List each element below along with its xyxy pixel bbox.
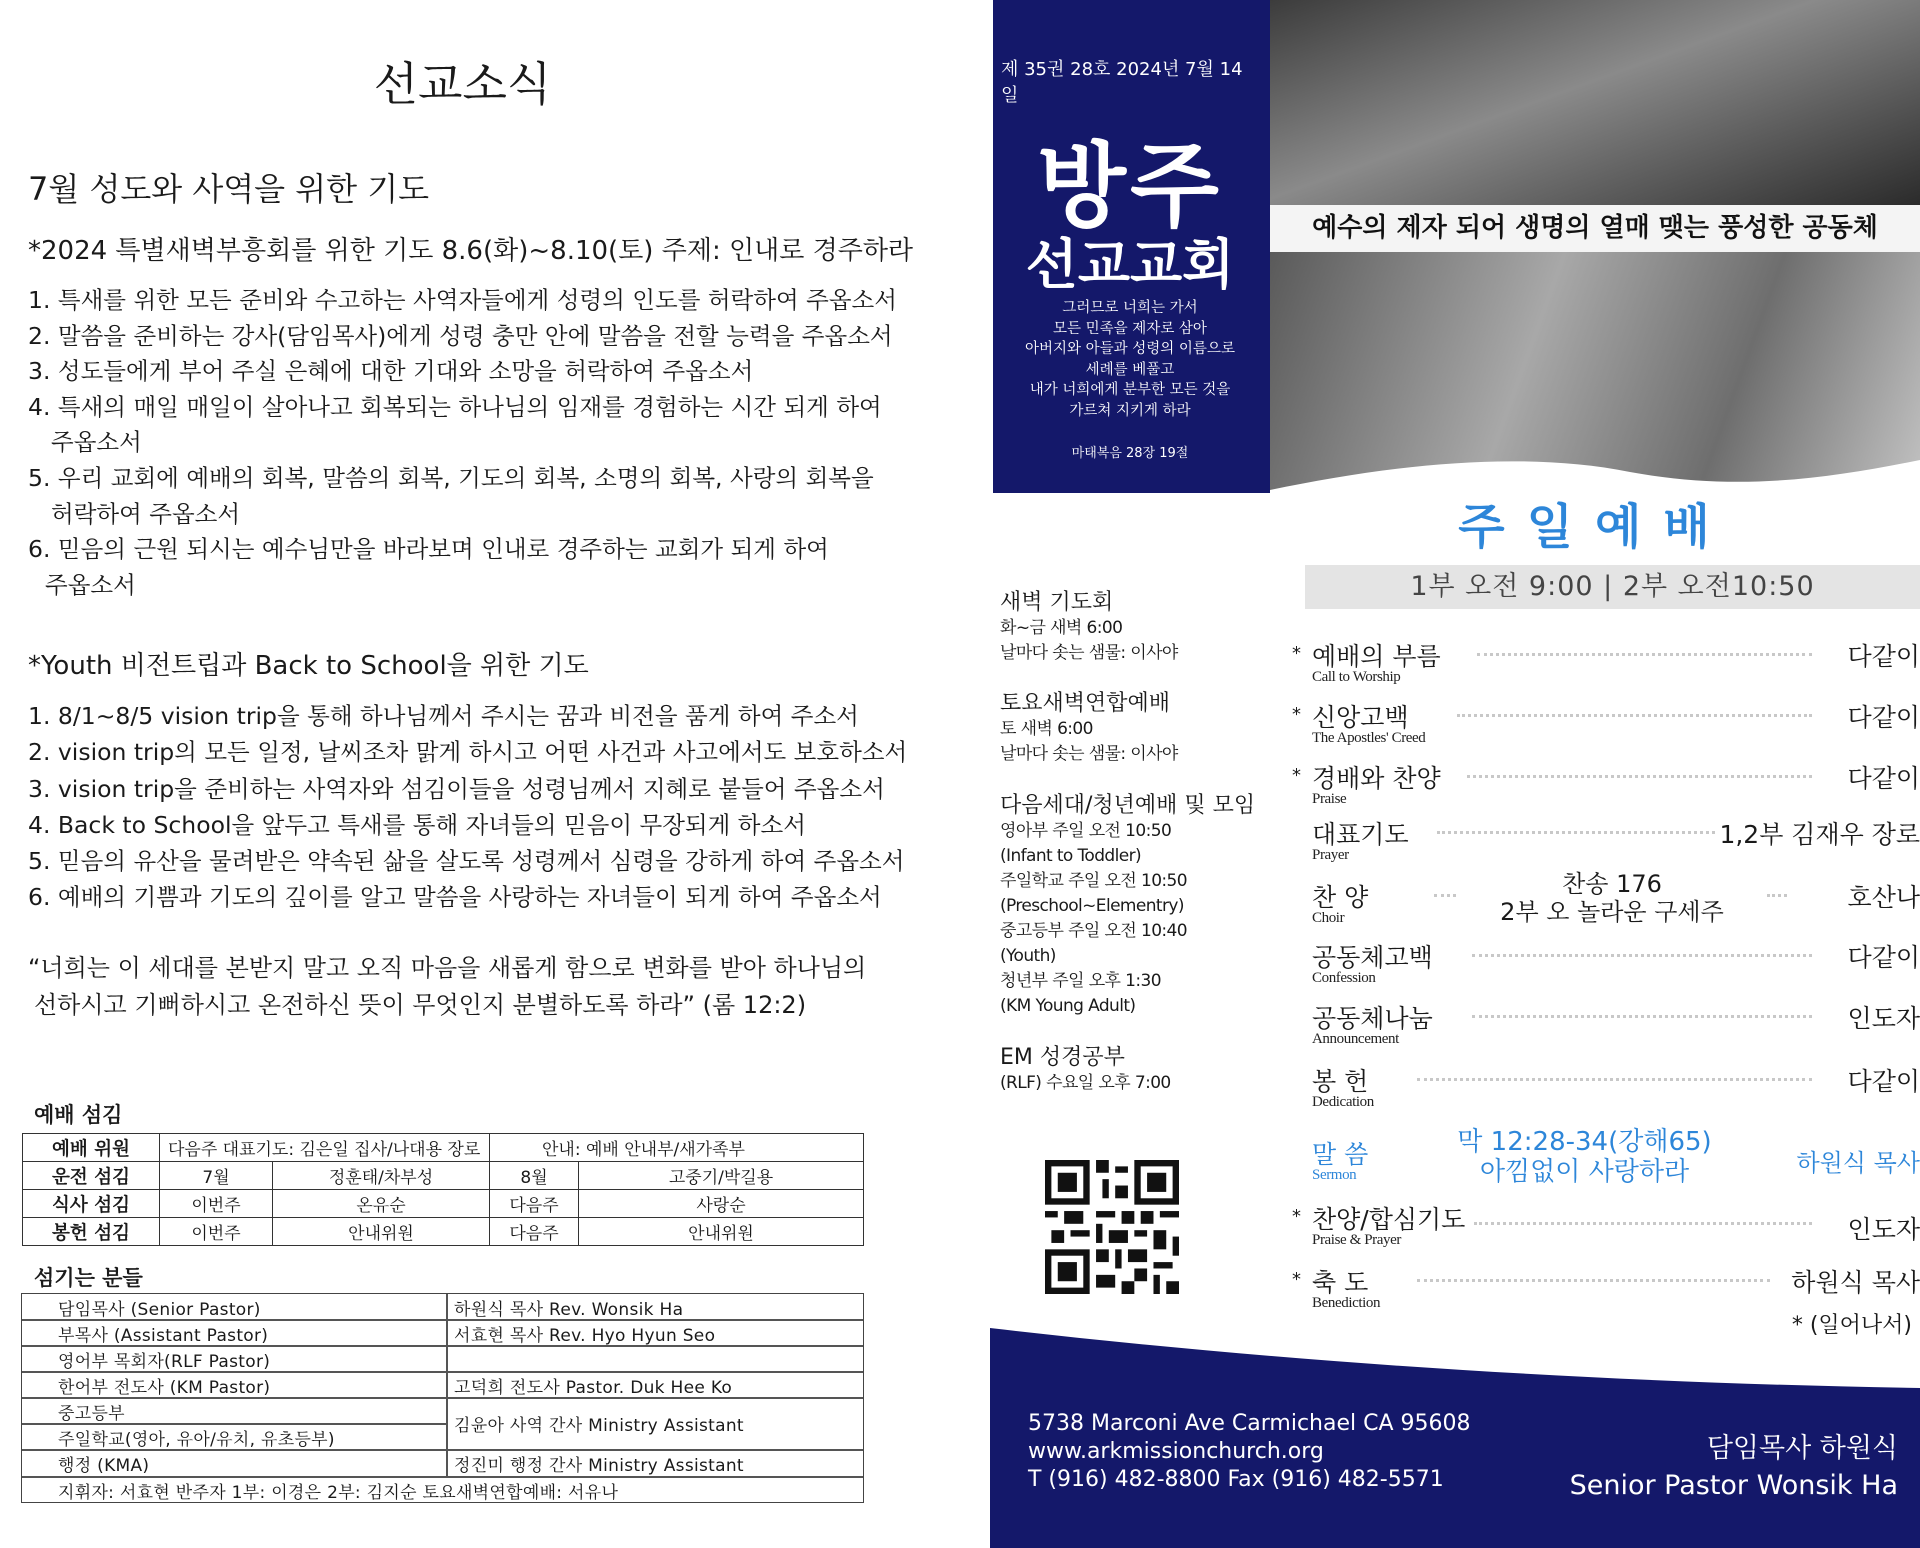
- scripture-reference: 마태복음 28장 19절: [1071, 446, 1189, 461]
- servers-footer: 지휘자: 서효현 반주자 1부: 이경은 2부: 김지순 토요새벽연합예배: 서유나: [58, 1483, 619, 1503]
- list-item: 3. vision trip을 준비하는 사역자와 섬김이들을 성령님께서 지혜로 붙들어 주옵소서: [28, 774, 885, 803]
- worship-service-table: [22, 1133, 864, 1246]
- schedule-block: EM 성경공부 (RLF) 수요일 오후 7:00: [1000, 1040, 1260, 1096]
- list-item: 6. 예배의 기쁨과 기도의 깊이를 알고 말씀을 사랑하는 자녀들이 되게 하여 주옵소서: [28, 883, 882, 912]
- schedule-title: 새벽 기도회: [1000, 590, 1114, 615]
- table-row: 운전 섬김 7월 정훈태/차부성 8월 고중기/박길용: [23, 1162, 864, 1190]
- list-item: 6. 믿음의 근원 되시는 예수님만을 바라보며 인내로 경주하는 교회가 되게 하여: [28, 535, 829, 564]
- servers-table: [21, 1293, 864, 1503]
- list-item: 5. 믿음의 유산을 물려받은 약속된 삶을 살도록 성령께서 심령을 강하게 하여 주옵소서: [28, 847, 905, 876]
- cover-scripture: 그러므로 너희는 가서 모든 민족을 제자로 삼아 아버지와 아들과 성령의 이름으로 세례를 베풀고 내가 너희에게 분부한 모든 것을 가르쳐 지키게 하라: [1025, 300, 1235, 419]
- stand-note: * (일어나서): [1791, 1313, 1912, 1338]
- schedule-title: 다음세대/청년예배 및 모임: [1000, 793, 1256, 818]
- section1-title: *2024 특별새벽부흥회를 위한 기도 8.6(화)~8.10(토) 주제: 인내로 경주하라: [28, 236, 914, 266]
- server-role: 담임목사 (Senior Pastor): [58, 1300, 261, 1320]
- server-role: 주일학교(영아, 유아/유치, 유초등부): [58, 1430, 335, 1450]
- church-name-line1: 방주: [1037, 133, 1223, 240]
- server-name: 김윤아 사역 간사 Ministry Assistant: [454, 1416, 744, 1436]
- server-role: 한어부 전도사 (KM Pastor): [58, 1378, 271, 1398]
- server-name: 서효현 목사 Rev. Hyo Hyun Seo: [454, 1326, 716, 1346]
- schedule-block: 토요새벽연합예배 토 새벽 6:00 날마다 솟는 샘물: 이사야: [1000, 686, 1260, 767]
- page-title: 선교소식: [373, 57, 552, 111]
- website-link[interactable]: www.arkmissionchurch.org: [1028, 1439, 1324, 1464]
- vision-statement: 예수의 제자 되어 생명의 열매 맺는 풍성한 공동체: [1270, 205, 1920, 252]
- church-contact: [1028, 1410, 1471, 1494]
- sermon-info: 막 12:28-34(강해65) 아낌없이 사랑하라: [1457, 1127, 1712, 1187]
- prayer-heading: 7월 성도와 사역을 위한 기도: [28, 170, 430, 208]
- pastor-preaching-photo: [1270, 0, 1920, 205]
- list-item: 4. 특새의 매일 매일이 살아나고 회복되는 하나님의 임재를 경험하는 시간 되게 하여: [28, 392, 882, 421]
- server-name: 고덕희 전도사 Pastor. Duk Hee Ko: [454, 1378, 733, 1398]
- server-name: 하원식 목사 Rev. Wonsik Ha: [454, 1300, 684, 1320]
- list-item: 주옵소서: [51, 428, 142, 457]
- qr-code-icon: [1045, 1160, 1179, 1294]
- schedule-title: EM 성경공부: [1000, 1045, 1125, 1070]
- list-item: 2. 말씀을 준비하는 강사(담임목사)에게 성령 충만 안에 말씀을 전할 능력을 주옵소서: [28, 321, 893, 350]
- phone-fax: T (916) 482-8800 Fax (916) 482-5571: [1028, 1467, 1444, 1492]
- schedule-block: 다음세대/청년예배 및 모임 영아부 주일 오전 10:50 (Infant to Toddler) 주일학교 주일 오전 10:50 (Preschool~Elementry) 중고등부 주일 오전 10:40 (Youth) 청년부 주일 오후 1:30 (KM Young Adult): [1000, 788, 1260, 1019]
- issue-info: 제 35권 28호 2024년 7월 14일: [1001, 59, 1243, 106]
- list-item: 1. 특새를 위한 모든 준비와 수고하는 사역자들에게 성령의 인도를 허락하여 주옵소서: [28, 286, 897, 314]
- service-times: 1부 오전 9:00 | 2부 오전10:50: [1305, 565, 1920, 609]
- list-item: 주옵소서: [45, 570, 136, 599]
- server-name: 정진미 행정 간사 Ministry Assistant: [454, 1456, 744, 1476]
- address: 5738 Marconi Ave Carmichael CA 95608: [1028, 1411, 1471, 1436]
- schedule-block: 새벽 기도회 화~금 새벽 6:00 날마다 솟는 샘물: 이사야: [1000, 585, 1260, 666]
- service-title: 주일예배: [1458, 499, 1732, 555]
- senior-pastor: 담임목사 하원식 Senior Pastor Wonsik Ha: [1569, 1433, 1898, 1501]
- list-item: 5. 우리 교회에 예배의 회복, 말씀의 회복, 기도의 회복, 소명의 회복, 사랑의 회복을: [28, 463, 874, 492]
- section1-list: [28, 283, 928, 603]
- section2-list: [28, 698, 928, 916]
- bible-verse: “너희는 이 세대를 본받지 말고 오직 마음을 새롭게 함으로 변화를 받아 하나님의 선하시고 기뻐하시고 온전하신 뜻이 무엇인지 분별하도록 하라” (롬 12:2): [28, 954, 867, 1019]
- table-row: 식사 섬김 이번주 온유순 다음주 사랑순: [23, 1190, 864, 1218]
- server-role: 중고등부: [58, 1404, 125, 1424]
- church-name-line2: 선교교회: [1025, 233, 1235, 296]
- server-role: 영어부 목회자(RLF Pastor): [58, 1352, 271, 1372]
- worship-service-caption: 예배 섬김: [34, 1103, 123, 1127]
- server-role: 행정 (KMA): [58, 1456, 150, 1476]
- servers-caption: 섬기는 분들: [34, 1266, 143, 1290]
- list-item: 2. vision trip의 모든 일정, 날씨조차 맑게 하시고 어떤 사건과 사고에서도 보호하소서: [28, 738, 908, 767]
- list-item: 1. 8/1~8/5 vision trip을 통해 하나님께서 주시는 꿈과 비전을 품게 하여 주소서: [28, 702, 859, 730]
- schedule-title: 토요새벽연합예배: [1000, 691, 1171, 716]
- table-row: 예배 위원 다음주 대표기도: 김은일 집사/나대용 장로 안내: 예배 안내부/새가족부: [23, 1134, 864, 1162]
- section2-title: *Youth 비전트립과 Back to School을 위한 기도: [28, 651, 589, 681]
- server-role: 부목사 (Assistant Pastor): [58, 1326, 269, 1346]
- list-item: 3. 성도들에게 부어 주실 은혜에 대한 기대와 소망을 허락하여 주옵소서: [28, 357, 754, 386]
- hymn-info: 찬송 176 2부 오 놀라운 구세주: [1500, 870, 1724, 926]
- list-item: 허락하여 주옵소서: [51, 499, 241, 528]
- list-item: 4. Back to School을 앞두고 특새를 통해 자녀들의 믿음이 무장되게 하소서: [28, 810, 806, 839]
- bulletin-cover-page: 제 35권 28호 2024년 7월 14일 방주 선교교회 그러므로 너희는 가서 모든 민족을 제자로 삼아 아버지와 아들과 성령의 이름으로 세례를 베풀고 내가 너희에게 분부한 모든 것을 가르쳐 지키게 하라 마태복음 28장 19절 예수의 제자 되어 생명의 열매 맺는 풍성한 공동체 주일예배 1부 오전 9:00 | 2부 오전10:50 새벽 기도회 화~금 새벽 6:00 날마다 솟는 샘물: 이사야 토요새벽연합예배 토 새벽 6:00 날마다 솟는 샘물: 이사야 다음세대/청년예배 및 모임 영아부 주일 오전 10:50 (Infant to Toddler) 주일학교 주일 오전 10:50 (Preschool~Elementry) 중고등부 주일 오전 10:40 (Youth) 청년부 주일 오후 1:30 (KM Young Adult) EM 성경공부 (RLF) 수요일 오후 7:00 * 예배의 부름 Call to Worship 다같이 * 신앙고백 The Apostles' Creed 다같이 * 경배와 찬양 Praise 다같이 대표기도 Prayer 1,2부 김재우 장로 찬 양 Choir 찬송 176 2부 오 놀라운 구세주 호산나 공동체고백 Confession 다같이 공동체나눔 Announcement 인도자 봉 헌 Dedication 다같이 말 씀 Sermon 막 12:28-34(강해65) 아낌없이 사랑하라 하원식 목사 * 찬양/합심기도 Praise & Prayer 인도자 * 축 도 Benediction 하원식 목사 * (일어나서) 5738 Marconi Ave Carmichael CA 95608 www.arkmissionchurch.org T (916) 482-8800 Fax (916) 482-5571 담임목사 하원식 Senior Pastor Wonsik Ha: [990, 0, 1920, 1548]
- table-row: 봉헌 섬김 이번주 안내위원 다음주 안내위원: [23, 1218, 864, 1246]
